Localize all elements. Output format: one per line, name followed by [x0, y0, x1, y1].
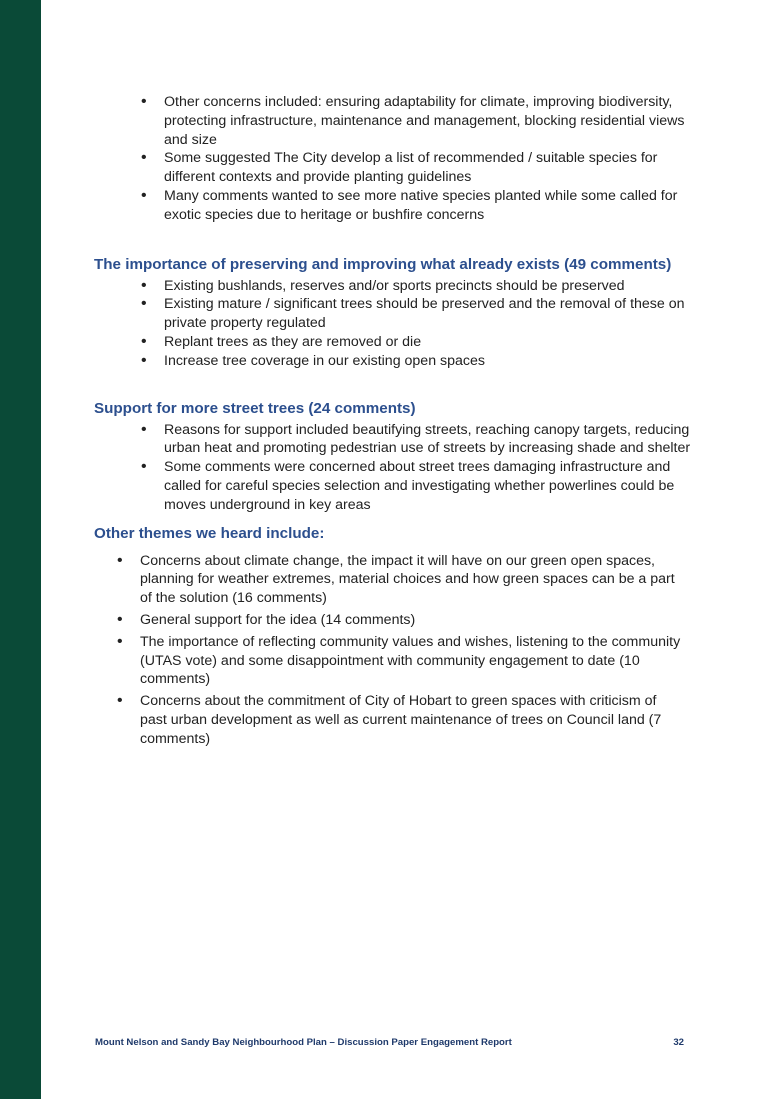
- list-item: • Concerns about climate change, the impact it will have on our green open spaces, planning for weather extremes, material choices and how green spaces can be a part of the solution (16 comments): [140, 552, 685, 608]
- list-item: • Increase tree coverage in our existing open spaces: [164, 352, 699, 371]
- list-item: • Some suggested The City develop a list of recommended / suitable species for different contexts and provide planting guidelines: [164, 149, 699, 187]
- list-item: • General support for the idea (14 comments): [140, 611, 685, 630]
- page-content: [94, 93, 694, 752]
- other-themes-bullet-list: [140, 552, 685, 749]
- footer-report-title: Mount Nelson and Sandy Bay Neighbourhood Plan – Discussion Paper Engagement Report: [95, 1037, 512, 1048]
- page-number: 32: [673, 1037, 684, 1048]
- list-item: • Some comments were concerned about street trees damaging infrastructure and called for careful species selection and investigating whether powerlines could be moves underground in key areas: [164, 458, 699, 514]
- list-item: • Existing bushlands, reserves and/or sports precincts should be preserved: [164, 277, 699, 296]
- street-trees-bullet-list: [164, 421, 699, 515]
- list-item: • Concerns about the commitment of City of Hobart to green spaces with criticism of past urban development as well as current maintenance of trees on Council land (7 comments): [140, 692, 685, 748]
- list-item: • Replant trees as they are removed or die: [164, 333, 699, 352]
- list-item: • Existing mature / significant trees should be preserved and the removal of these on private property regulated: [164, 295, 699, 333]
- section-heading-street-trees: Support for more street trees (24 comments): [94, 399, 416, 417]
- intro-bullet-list: [164, 93, 699, 225]
- preserve-bullet-list: [164, 277, 699, 371]
- sidebar-stripe: [0, 0, 41, 1099]
- list-item: • The importance of reflecting community values and wishes, listening to the community (UTAS vote) and some disappointment with community engagement to date (10 comments): [140, 633, 685, 689]
- section-heading-preserve: The importance of preserving and improving what already exists (49 comments): [94, 255, 672, 273]
- page-footer: [95, 1037, 684, 1048]
- list-item: • Reasons for support included beautifying streets, reaching canopy targets, reducing urban heat and promoting pedestrian use of streets by increasing shade and shelter: [164, 421, 699, 459]
- list-item: • Many comments wanted to see more native species planted while some called for exotic species due to heritage or bushfire concerns: [164, 187, 699, 225]
- section-heading-other-themes: Other themes we heard include:: [94, 524, 325, 542]
- list-item: • Other concerns included: ensuring adaptability for climate, improving biodiversity, protecting infrastructure, maintenance and management, blocking residential views and size: [164, 93, 699, 149]
